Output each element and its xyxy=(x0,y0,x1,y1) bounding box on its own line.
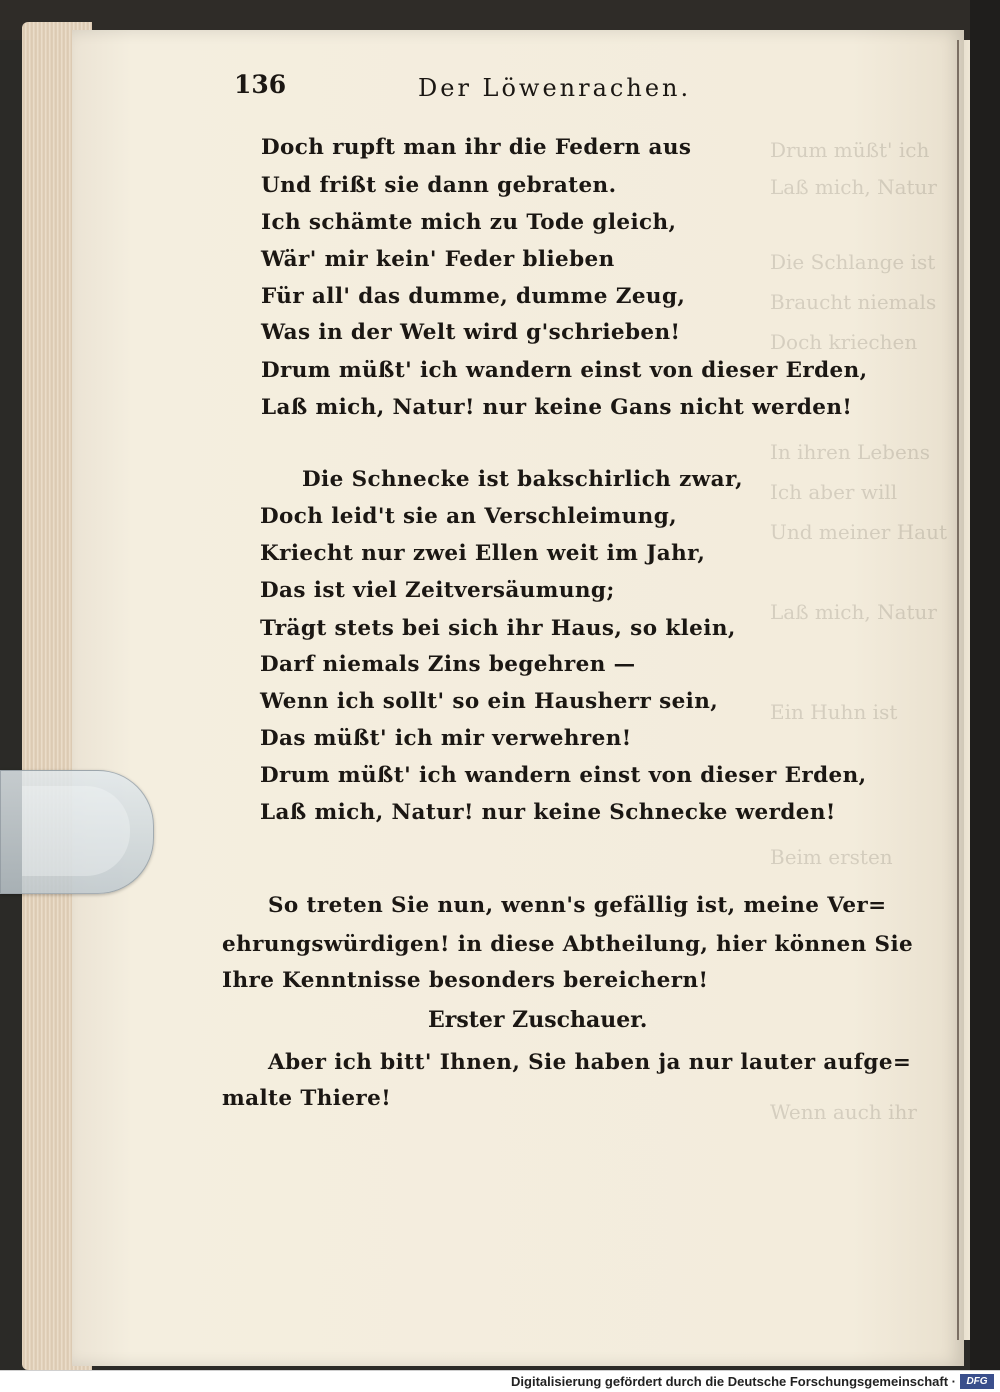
show-through-text: Beim ersten xyxy=(770,845,893,869)
running-title: Der Löwenrachen. xyxy=(418,74,692,102)
verse-line: Für all' das dumme, dumme Zeug, xyxy=(261,284,686,309)
verse-line: Kriecht nur zwei Ellen weit im Jahr, xyxy=(260,541,706,566)
verse-line: Laß mich, Natur! nur keine Schnecke werden! xyxy=(260,800,836,825)
show-through-text: In ihren Lebens xyxy=(770,440,930,464)
prose-line: So treten Sie nun, wenn's gefällig ist, meine Ver= xyxy=(268,893,887,918)
verse-line: Drum müßt' ich wandern einst von dieser Erden, xyxy=(261,358,868,383)
verse-line: Wär' mir kein' Feder blieben xyxy=(261,247,615,272)
verse-line: Und frißt sie dann gebraten. xyxy=(261,173,617,198)
verse-line: Was in der Welt wird g'schrieben! xyxy=(261,320,681,345)
show-through-text: Die Schlange ist xyxy=(770,250,936,274)
show-through-text: Braucht niemals xyxy=(770,290,937,314)
dfg-logo: DFG xyxy=(960,1374,994,1389)
show-through-text: Und meiner Haut xyxy=(770,520,948,544)
funding-credit: Digitalisierung gefördert durch die Deutsche Forschungsgemeinschaft · xyxy=(511,1374,956,1389)
verse-line: Das ist viel Zeitversäumung; xyxy=(260,578,615,603)
verse-line: Das müßt' ich mir verwehren! xyxy=(260,726,632,751)
prose-line: Ihre Kenntnisse besonders bereichern! xyxy=(222,968,709,993)
speech-line: Aber ich bitt' Ihnen, Sie haben ja nur lauter aufge= xyxy=(268,1050,912,1075)
verse-line: Laß mich, Natur! nur keine Gans nicht werden! xyxy=(261,395,853,420)
show-through-text: Laß mich, Natur xyxy=(770,175,937,199)
binding-thread xyxy=(957,40,959,1340)
verse-line: Doch leid't sie an Verschleimung, xyxy=(260,504,678,529)
verse-line: Die Schnecke ist bakschirlich zwar, xyxy=(302,467,743,492)
prose-line: ehrungswürdigen! in diese Abtheilung, hier können Sie xyxy=(222,932,914,957)
show-through-text: Ein Huhn ist xyxy=(770,700,898,724)
show-through-text: Drum müßt' ich xyxy=(770,138,930,162)
verse-line: Ich schämte mich zu Tode gleich, xyxy=(261,210,677,235)
show-through-text: Laß mich, Natur xyxy=(770,600,937,624)
show-through-text: Wenn auch ihr xyxy=(770,1100,917,1124)
page-holder-clip-highlight xyxy=(22,786,130,876)
speaker-heading: Erster Zuschauer. xyxy=(428,1007,648,1033)
page-number: 136 xyxy=(234,70,287,99)
digitization-footer xyxy=(0,1370,1000,1392)
verse-line: Darf niemals Zins begehren — xyxy=(260,652,636,677)
verse-line: Trägt stets bei sich ihr Haus, so klein, xyxy=(260,616,736,641)
scanner-backdrop-right xyxy=(970,0,1000,1392)
verse-line: Doch rupft man ihr die Federn aus xyxy=(261,135,692,160)
verse-line: Wenn ich sollt' so ein Hausherr sein, xyxy=(260,689,719,714)
show-through-text: Ich aber will xyxy=(770,480,898,504)
verse-line: Drum müßt' ich wandern einst von dieser Erden, xyxy=(260,763,867,788)
show-through-text: Doch kriechen xyxy=(770,330,918,354)
speech-line: malte Thiere! xyxy=(222,1086,392,1111)
